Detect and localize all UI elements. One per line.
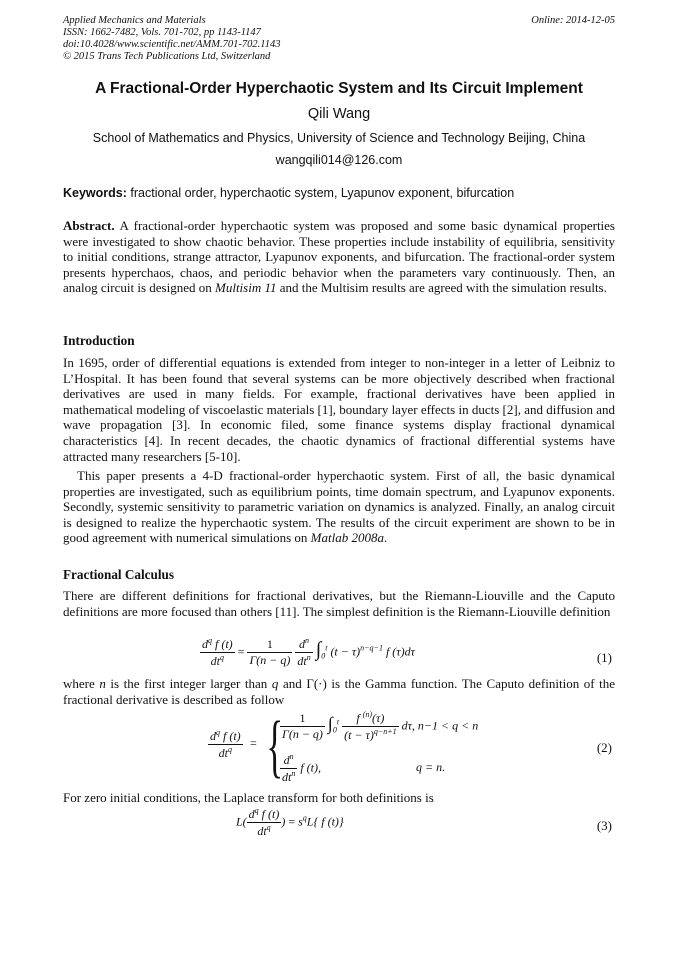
- author-name: Qili Wang: [307, 106, 371, 122]
- abstract-text-1: A fractional-order hyperchaotic system was proposed and some basic dynamical properties were investigated to show chaotic behavior. These properties include instability of equilibria, sensitivity to initial conditions, strange attractor, Lyapunov exponents, and bifurcation. The fractional-order system presents hyperchaos, chaos, and periodic behavior when the parameters vary continuously. Then, an analog circuit is designed on: [63, 218, 615, 296]
- author-email: wangqili014@126.com: [275, 153, 403, 167]
- introduction-heading: Introduction: [63, 333, 135, 348]
- fractional-paragraph-2: where n is the first integer larger than q and Γ(·) is the Gamma function. The Caputo definition of the fractional derivative is described as follow: [63, 676, 616, 707]
- journal-name: Applied Mechanics and Materials: [63, 15, 206, 26]
- affiliation: School of Mathematics and Physics, University of Science and Technology Beijing, China: [92, 131, 586, 145]
- introduction-paragraph-1: In 1695, order of differential equations is extended from integer to non-integer in a letter of Leibniz to L’Hospital. It has been found that several systems can be more objectively described when fractional derivatives are used in many fields. For example, fractional derivatives have been applied in mathematical modeling of viscoelastic materials [1], boundary layer effects in ducts [2], and diffusion and wave propagation [3]. In economic filed, some finance systems display fractional dynamical characteristics [4]. In recent decades, the chaotic dynamics of fractional differential systems have attracted many researchers [5-10].: [63, 355, 615, 464]
- fractional-paragraph-1: There are different definitions for fractional derivatives, but the Riemann-Liouville and the Caputo definitions are more focused than others [11]. The simplest definition is the Riemann-Liouville definition: [63, 588, 615, 619]
- introduction-software: Matlab 2008a: [310, 530, 384, 546]
- online-date: Online: 2014-12-05: [531, 15, 615, 26]
- paper-title: A Fractional-Order Hyperchaotic System and Its Circuit Implement: [95, 80, 583, 97]
- abstract-text-2: and the Multisim results are agreed with the simulation results.: [279, 280, 607, 296]
- equation-3-number: (3): [596, 818, 612, 833]
- abstract-software: Multisim 11: [215, 280, 277, 296]
- equation-2-number: (2): [596, 740, 612, 755]
- equation-1: $d^q$ f (t) $dt^q$ = $\frac{1}{\Gamma(n - q)}$ $d^n$ $dt^n$ $\int_0^t$ $(t - \tau)^{n-q-1}$ f (τ)dτ: [202, 636, 415, 668]
- keywords-label: Keywords:: [63, 186, 127, 200]
- doi-line: doi:10.4028/www.scientific.net/AMM.701-702.1143: [63, 39, 281, 50]
- keywords-text: fractional order, hyperchaotic system, Lyapunov exponent, bifurcation: [130, 186, 515, 200]
- fractional-paragraph-3: For zero initial conditions, the Laplace transform for both definitions is: [63, 790, 434, 805]
- equation-3: L( $d^q$ f (t) $dt^q$ ) = $s^qL${ f (t)}: [236, 806, 344, 838]
- abstract-label: Abstract.: [63, 218, 115, 233]
- equation-1-number: (1): [596, 650, 612, 665]
- journal-header: [63, 15, 280, 63]
- equation-2: $d^q$ f (t) $dt^q$ = { $\frac{1}{\Gamma(n - q)}$ $\int_0^t$ $\frac{f ^{(n)}(\tau)}{(t - \tau)^{q-n+1}}$ dτ, n−1 < q < n $d^n$ $dt^n$ f (t), q = n.: [210, 708, 479, 785]
- introduction-paragraph-2-text: This paper presents a 4-D fractional-order hyperchaotic system. First of all, the basic dynamical properties are investigated, such as equilibrium points, time domain spectrum, and Lyapunov exponents. Secondly, systemic sensitivity to parametric variation on dynamics is analyzed. Finally, an analog circuit is designed to realize the hyperchaotic system. The results of the circuit experiment are shown to be in good agreement with numerical simulations on: [63, 468, 615, 546]
- introduction-paragraph-2: This paper presents a 4-D fractional-order hyperchaotic system. First of all, the basic dynamical properties are investigated, such as equilibrium points, time domain spectrum, and Lyapunov exponents. Secondly, systemic sensitivity to parametric variation on dynamics is analyzed. Finally, an analog circuit is designed to realize the hyperchaotic system. The results of the circuit experiment are shown to be in good agreement with numerical simulations on Matlab 2008a.: [63, 468, 615, 546]
- issn-line: ISSN: 1662-7482, Vols. 701-702, pp 1143-1147: [63, 27, 261, 38]
- fractional-heading: Fractional Calculus: [63, 567, 174, 582]
- abstract: [63, 218, 615, 296]
- copyright-line: © 2015 Trans Tech Publications Ltd, Switzerland: [63, 51, 271, 62]
- keywords: [63, 186, 615, 202]
